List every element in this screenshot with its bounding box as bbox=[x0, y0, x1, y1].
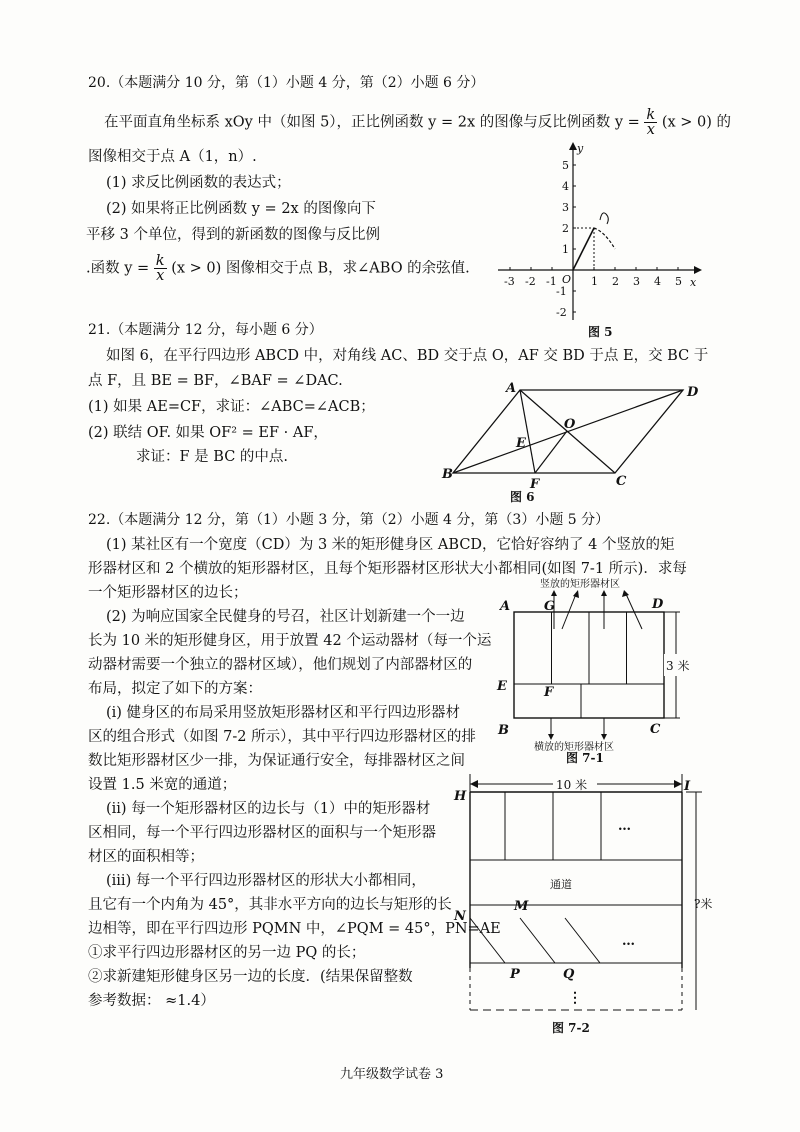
parallelogram-edge bbox=[565, 918, 600, 963]
label-c: C bbox=[616, 474, 627, 489]
vertical-dots: ⋮ bbox=[568, 990, 582, 1006]
figure-7-1-caption: 图 7-1 bbox=[566, 751, 604, 765]
label-g: G bbox=[544, 599, 556, 614]
x-tick-label: 2 bbox=[612, 275, 619, 288]
q20-part2-line3 bbox=[86, 254, 470, 283]
label-d: D bbox=[652, 597, 664, 612]
label-o: O bbox=[564, 417, 576, 432]
q22-header: 22.（本题满分 12 分，第（1）小题 3 分，第（2）小题 4 分，第（3）小题 5 分） bbox=[88, 512, 610, 528]
x-tick-label: 4 bbox=[654, 275, 661, 288]
q21-part2-line2: 求证：F 是 BC 的中点. bbox=[136, 449, 289, 465]
figure-6-caption: 图 6 bbox=[510, 490, 535, 504]
x-tick-label: -2 bbox=[525, 275, 536, 288]
q21-part2-line1: (2) 联结 OF. 如果 OF² = EF · AF， bbox=[88, 425, 328, 441]
q22-i-line2: 区的组合形式（如图 7-2 所示），其中平行四边形器材区的排 bbox=[88, 729, 476, 745]
parallelogram-edge bbox=[520, 918, 555, 963]
q22-i-line3: 数比矩形器材区少一排，为保证通行安全，每排器材区之间 bbox=[88, 753, 465, 769]
figure-5-caption: 图 5 bbox=[588, 325, 613, 339]
y-axis-label: y bbox=[577, 142, 584, 155]
q20-part2-line2: 平移 3 个单位，得到的新函数的图像与反比例 bbox=[86, 227, 380, 243]
label-aisle: 通道 bbox=[550, 878, 572, 891]
q20-part2-c2: (x > 0) 图像相交于点 B，求∠ABO 的余弦值. bbox=[171, 260, 470, 277]
label-i: I bbox=[684, 779, 691, 794]
x-tick-label: -1 bbox=[546, 275, 557, 288]
q22-s2-line2: 长为 10 米的矩形健身区，用于放置 42 个运动器材（每一个运 bbox=[88, 633, 492, 649]
q20-part2-fraction: $\frac{k}{x}$ bbox=[155, 253, 165, 284]
dim-10m: 10 米 bbox=[556, 778, 588, 792]
q21-header: 21.（本题满分 12 分，每小题 6 分） bbox=[88, 322, 323, 338]
y-tick-label: 1 bbox=[562, 243, 569, 256]
q22-s2-line4: 布局，拟定了如下的方案： bbox=[88, 681, 262, 697]
label-f: F bbox=[530, 477, 540, 492]
label-a: A bbox=[500, 599, 511, 614]
q22-s1-line3: 一个矩形器材区的边长； bbox=[88, 585, 248, 601]
label-n: N bbox=[454, 909, 466, 924]
label-e: E bbox=[516, 436, 526, 451]
y-tick-label: -1 bbox=[556, 285, 567, 298]
q22-s2-line1: (2) 为响应国家全民健身的号召，社区计划新建一个一边 bbox=[106, 609, 465, 625]
q20-part2-c1: .函数 y = bbox=[86, 260, 150, 277]
y-axis-arrow bbox=[569, 142, 577, 150]
q22-question-1: ①求平行四边形器材区的另一边 PQ 的长； bbox=[88, 945, 366, 961]
q21-stem-line1: 如图 6，在平行四边形 ABCD 中，对角线 AC、BD 交于点 O，AF 交 BD 于点 E，交 BC 于 bbox=[106, 348, 709, 364]
q20-stem bbox=[104, 108, 731, 137]
label-c: C bbox=[650, 722, 661, 737]
origin-label: O bbox=[562, 273, 572, 286]
handwritten-a-mark bbox=[600, 213, 608, 224]
q21-stem-line2: 点 F，且 BE = BF，∠BAF = ∠DAC. bbox=[88, 373, 343, 389]
q20-part1: (1) 求反比例函数的表达式； bbox=[106, 175, 291, 191]
figure-7-2 bbox=[450, 770, 720, 1040]
q22-s1-line2: 形器材区和 2 个横放的矩形器材区，且每个矩形器材区形状大小都相同(如图 7-1 所示)．求每 bbox=[88, 561, 687, 577]
figure-7-1 bbox=[494, 574, 694, 764]
q22-i-line1: (i) 健身区的布局采用竖放矩形器材区和平行四边形器材 bbox=[106, 705, 461, 721]
line-y-2x bbox=[573, 228, 594, 270]
figure-6-parallelogram bbox=[440, 380, 710, 505]
segment-af bbox=[520, 390, 535, 473]
label-e: E bbox=[497, 679, 507, 694]
q22-s2-line3: 动器材需要一个独立的器材区域），他们规划了内部器材区的 bbox=[88, 657, 473, 673]
q22-s1-line1: (1) 某社区有一个宽度（CD）为 3 米的矩形健身区 ABCD，它恰好容纳了 4 个竖放的矩 bbox=[106, 537, 675, 553]
dots-rect-row: … bbox=[618, 819, 631, 834]
parallelogram-edge bbox=[470, 918, 505, 963]
q22-ii-line3: 材区的面积相等； bbox=[88, 849, 204, 865]
q22-iii-line2: 且它有一个内角为 45°，其非水平方向的边长与矩形的长 bbox=[88, 897, 452, 913]
x-axis-label: x bbox=[690, 276, 697, 289]
q20-header: 20.（本题满分 10 分，第（1）小题 4 分，第（2）小题 6 分） bbox=[88, 75, 485, 91]
q22-ii-line2: 区相同，每一个平行四边形器材区的面积与一个矩形器 bbox=[88, 825, 436, 841]
x-tick-label: -3 bbox=[504, 275, 515, 288]
label-a: A bbox=[506, 381, 517, 396]
x-axis-arrow bbox=[694, 266, 702, 274]
label-m: M bbox=[514, 899, 529, 914]
x-tick-label: 1 bbox=[591, 275, 598, 288]
y-tick-label: 4 bbox=[562, 180, 569, 193]
label-b: B bbox=[442, 467, 453, 482]
figure-5-coordinate-plane bbox=[490, 140, 705, 340]
q21-part1: (1) 如果 AE=CF，求证：∠ABC=∠ACB； bbox=[88, 399, 375, 415]
label-p: P bbox=[510, 967, 520, 982]
x-tick-label: 3 bbox=[633, 275, 640, 288]
dim-3m: 3 米 bbox=[666, 659, 690, 673]
y-tick-label: 3 bbox=[562, 201, 569, 214]
y-tick-label: 5 bbox=[562, 159, 569, 172]
label-h: H bbox=[454, 789, 467, 804]
q22-reference-data: 参考数据： ≈1.4） bbox=[88, 993, 215, 1009]
q20-stem-fraction: $\frac{k}{x}$ bbox=[646, 107, 656, 138]
y-tick-label: -2 bbox=[556, 306, 567, 319]
page-footer: 九年级数学试卷 3 bbox=[340, 1067, 444, 1082]
y-tick-label: 2 bbox=[562, 222, 569, 235]
label-q: Q bbox=[563, 967, 575, 982]
q22-iii-line3: 边相等，即在平行四边形 PQMN 中，∠PQM = 45°，PN=AE bbox=[88, 921, 501, 937]
dots-parallelogram-row: … bbox=[622, 934, 635, 949]
hyperbola-curve bbox=[594, 228, 615, 249]
x-tick-label: 5 bbox=[675, 275, 682, 288]
figure-7-2-caption: 图 7-2 bbox=[552, 1021, 590, 1035]
label-d: D bbox=[687, 385, 699, 400]
q20-stem-line2: 图像相交于点 A（1，n）. bbox=[88, 149, 257, 165]
label-horizontal-areas: 横放的矩形器材区 bbox=[534, 742, 614, 753]
label-b: B bbox=[498, 723, 509, 738]
q22-question-2: ②求新建矩形健身区另一边的长度．(结果保留整数 bbox=[88, 969, 413, 985]
label-f: F bbox=[544, 685, 554, 700]
dim-unknown: ?米 bbox=[694, 897, 713, 911]
q22-i-line4: 设置 1.5 米宽的通道； bbox=[88, 777, 237, 793]
q22-iii-line1: (iii) 每一个平行四边形器材区的形状大小都相同， bbox=[106, 873, 426, 889]
q20-stem-a: 在平面直角坐标系 xOy 中（如图 5），正比例函数 y = 2x 的图像与反比例函数 y = bbox=[104, 114, 640, 131]
label-vertical-areas: 竖放的矩形器材区 bbox=[540, 579, 620, 590]
q22-ii-line1: (ii) 每一个矩形器材区的边长与（1）中的矩形器材 bbox=[106, 801, 431, 817]
q20-stem-b: (x > 0) 的 bbox=[661, 114, 732, 131]
q20-part2-line1: (2) 如果将正比例函数 y = 2x 的图像向下 bbox=[106, 201, 376, 217]
